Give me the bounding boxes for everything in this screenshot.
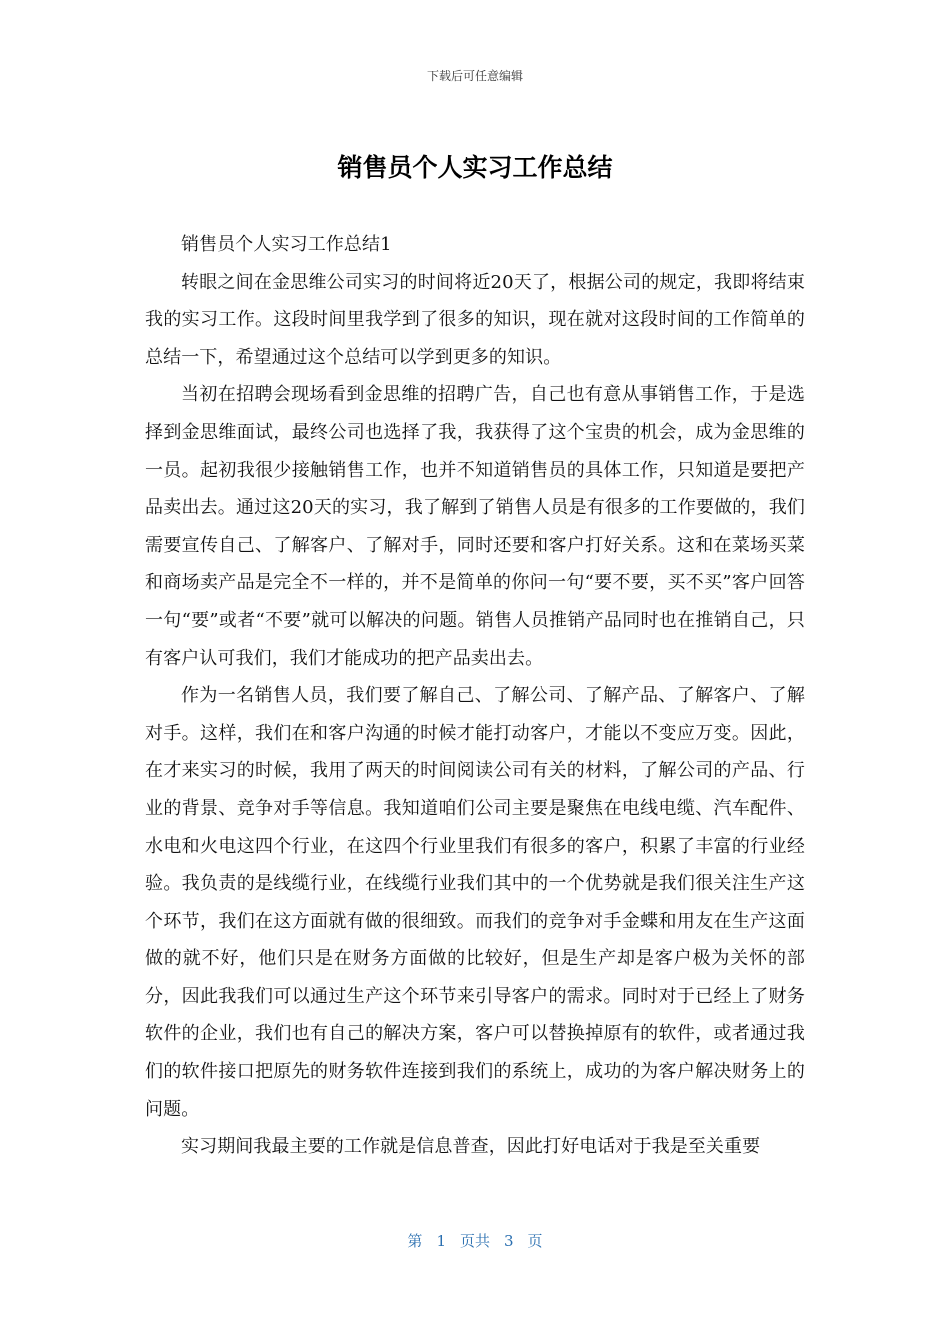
page-total: 3: [504, 1232, 514, 1250]
document-title: 销售员个人实习工作总结: [337, 153, 613, 182]
section-heading: 销售员个人实习工作总结1: [181, 234, 392, 255]
page-number-footer: [0, 1230, 950, 1251]
paragraph-2: 当初在招聘会现场看到金思维的招聘广告，自己也有意从事销售工作，于是选择到金思维面试，最终公司也选择了我，我获得了这个宝贵的机会，成为金思维的一员。起初我很少接触销售工作，也并不知道销售员的具体工作，只知道是要把产品卖出去。通过这20天的实习，我了解到了销售人员是有很多的工作要做的，我们需要宣传自己、了解客户、了解对手，同时还要和客户打好关系。这和在菜场买菜和商场卖产品是完全不一样的，并不是简单的你问一句“要不要，买不买”客户回答一句“要”或者“不要”就可以解决的问题。销售人员推销产品同时也在推销自己，只有客户认可我们，我们才能成功的把产品卖出去。: [145, 384, 805, 669]
header-note: 下载后可任意编辑: [426, 69, 523, 83]
paragraph-4: 实习期间我最主要的工作就是信息普查，因此打好电话对于我是至关重要: [181, 1136, 761, 1158]
paragraph-3: 作为一名销售人员，我们要了解自己、了解公司、了解产品、了解客户、了解对手。这样，我们在和客户沟通的时候才能打动客户，才能以不变应万变。因此，在才来实习的时候，我用了两天的时间阅读公司有关的材料，了解公司的产品、行业的背景、竞争对手等信息。我知道咱们公司主要是聚焦在电线电缆、汽车配件、水电和火电这四个行业，在这四个行业里我们有很多的客户，积累了丰富的行业经验。我负责的是线缆行业，在线缆行业我们其中的一个优势就是我们很关注生产这个环节，我们在这方面就有做的很细致。而我们的竞争对手金蝶和用友在生产这面做的就不好，他们只是在财务方面做的比较好，但是生产却是客户极为关怀的部分，因此我我们可以通过生产这个环节来引导客户的需求。同时对于已经上了财务软件的企业，我们也有自己的解决方案，客户可以替换掉原有的软件，或者通过我们的软件接口把原先的财务软件连接到我们的系统上，成功的为客户解决财务上的问题。: [145, 685, 805, 1120]
paragraph-1: 转眼之间在金思维公司实习的时间将近20天了，根据公司的规定，我即将结束我的实习工作。这段时间里我学到了很多的知识，现在就对这段时间的工作简单的总结一下，希望通过这个总结可以学到更多的知识。: [145, 271, 805, 368]
page-current: 1: [436, 1232, 446, 1250]
document-body: [145, 226, 805, 1166]
page-suffix: 页: [527, 1232, 543, 1250]
page-prefix: 第: [407, 1232, 423, 1250]
page-middle: 页共: [459, 1232, 490, 1250]
